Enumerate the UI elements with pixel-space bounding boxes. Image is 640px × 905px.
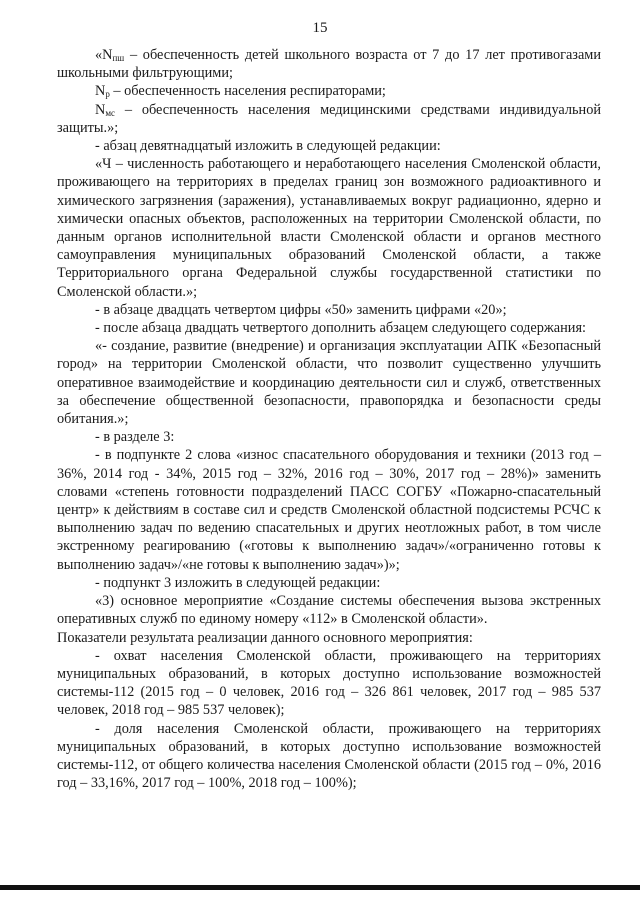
page-bottom-rule — [0, 885, 640, 890]
paragraph: Показатели результата реализации данного основного мероприятия: — [57, 629, 473, 646]
formula-symbol: «N — [95, 47, 113, 63]
formula-definition: – обеспеченность детей школьного возраста от 7 до 17 лет противогазами школьными фильтрующими; — [57, 47, 601, 82]
paragraph — [57, 82, 601, 100]
paragraph: - абзац девятнадцатый изложить в следующей редакции: — [95, 138, 441, 155]
formula-definition: – обеспеченность населения медицинскими средствами индивидуальной защиты.»; — [57, 101, 601, 136]
document-body — [57, 46, 601, 792]
formula-subscript: пш — [112, 53, 125, 63]
paragraph: «3) основное мероприятие «Создание системы обеспечения вызова экстренных оперативных служб по единому номеру «112» в Смоленской области». — [57, 593, 601, 628]
paragraph: - в абзаце двадцать четвертом цифры «50» заменить цифрами «20»; — [95, 301, 507, 318]
page-number: 15 — [312, 20, 328, 36]
paragraph: - доля населения Смоленской области, проживающего на территориях муниципальных образований, в которых доступно использование возможностей системы-112, от общего количества населения Смоленской области (2015 год – 0%, 2016 год – 33,16%, 2017 год – 100%, 2018 год – 100%); — [57, 720, 601, 792]
paragraph — [57, 46, 601, 82]
paragraph: - в разделе 3: — [95, 429, 175, 446]
formula-definition: – обеспеченность населения респираторами; — [109, 83, 386, 100]
paragraph: - охват населения Смоленской области, проживающего на территориях муниципальных образований, в которых доступно использование возможностей системы-112 (2015 год – 0 человек, 2016 год – 326 861 человек, 2017 год – 985 537 человек, 2018 год – 985 537 человек); — [57, 647, 601, 719]
formula-subscript: р — [105, 89, 110, 100]
formula-symbol: N — [95, 83, 106, 100]
paragraph: «- создание, развитие (внедрение) и организация эксплуатации АПК «Безопасный город» на территории Смоленской области, что позволит существенно улучшить оперативное взаимодействие и координацию деятельности сил и служб, ответственных за обеспечение общественной безопасности, правопорядка и безопасности среды обитания.»; — [57, 338, 601, 428]
paragraph: - после абзаца двадцать четвертого дополнить абзацем следующего содержания: — [95, 320, 586, 337]
formula-symbol: N — [95, 101, 106, 118]
paragraph — [57, 101, 601, 137]
formula-subscript: мс — [105, 107, 116, 118]
paragraph: - подпункт 3 изложить в следующей редакции: — [95, 574, 381, 591]
paragraph: - в подпункте 2 слова «износ спасательного оборудования и техники (2013 год – 36%, 2014 год - 34%, 2015 год – 32%, 2016 год – 30%, 2017 год – 28%)» заменить словами «степень готовности подразделений ПАСС СОГБУ «Пожарно-спасательный центр» к действиям в составе сил и средств Смоленской областной подсистемы РСЧС к выполнению задач по ведению спасательных и других неотложных работ, в том числе экстренному реагированию («готовы к выполнению задач»/«ограниченно готовы к выполнению задач»/«не готовы к выполнению задач»)»; — [57, 447, 601, 573]
paragraph: «Ч – численность работающего и неработающего населения Смоленской области, проживающего на территориях в пределах границ зон возможного радиоактивного и химического загрязнения (заражения), устанавливаемых вокруг радиационно, ядерно и химически опасных объектов, расположенных на территории Смоленской области, по данным органов исполнительной власти Смоленской области и органов местного самоуправления муниципальных образований Смоленской области, а также Территориального органа Федеральной службы государственной статистики по Смоленской области.»; — [57, 156, 601, 300]
